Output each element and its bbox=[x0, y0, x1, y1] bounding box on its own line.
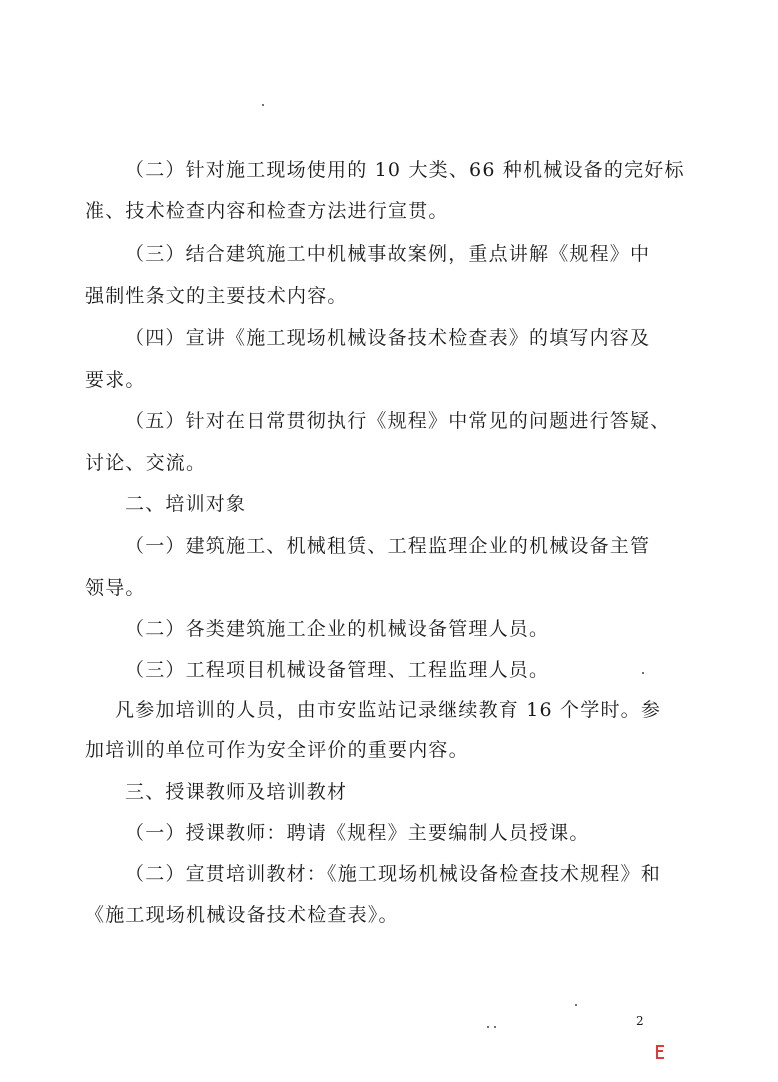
corner-mark-icon bbox=[655, 1044, 665, 1060]
body-line: （三）结合建筑施工中机械事故案例，重点讲解《规程》中 bbox=[125, 243, 651, 265]
scan-speck bbox=[642, 672, 644, 674]
body-line: （二）各类建筑施工企业的机械设备管理人员。 bbox=[125, 618, 550, 640]
scan-speck bbox=[487, 1026, 489, 1028]
body-line: 《施工现场机械设备技术检查表》。 bbox=[85, 904, 399, 926]
body-line: （五）针对在日常贯彻执行《规程》中常见的问题进行答疑、 bbox=[125, 410, 671, 432]
body-line: （一）建筑施工、机械租赁、工程监理企业的机械设备主管 bbox=[125, 535, 651, 557]
scan-speck bbox=[575, 1004, 577, 1006]
body-line: 准、技术检查内容和检查方法进行宣贯。 bbox=[85, 200, 449, 222]
section-heading: 三、授课教师及培训教材 bbox=[125, 781, 348, 803]
body-line: （四）宣讲《施工现场机械设备技术检查表》的填写内容及 bbox=[125, 327, 651, 349]
page-number: 2 bbox=[636, 1014, 644, 1028]
body-line: 强制性条文的主要技术内容。 bbox=[85, 285, 348, 307]
body-line: 讨论、交流。 bbox=[85, 452, 207, 474]
section-heading: 二、培训对象 bbox=[125, 493, 247, 515]
scan-speck bbox=[262, 104, 264, 106]
body-line: （三）工程项目机械设备管理、工程监理人员。 bbox=[125, 659, 550, 681]
body-line: 凡参加培训的人员，由市安监站记录继续教育 16 个学时。参 bbox=[115, 699, 662, 721]
body-line: 领导。 bbox=[85, 577, 146, 599]
body-line: （二）针对施工现场使用的 10 大类、66 种机械设备的完好标 bbox=[125, 159, 685, 181]
scan-speck bbox=[494, 1026, 496, 1028]
body-line: 要求。 bbox=[85, 369, 146, 391]
body-line: 加培训的单位可作为安全评价的重要内容。 bbox=[85, 739, 469, 761]
body-line: （一）授课教师：聘请《规程》主要编制人员授课。 bbox=[125, 822, 590, 844]
body-line: （二）宣贯培训教材：《施工现场机械设备检查技术规程》和 bbox=[125, 863, 661, 885]
